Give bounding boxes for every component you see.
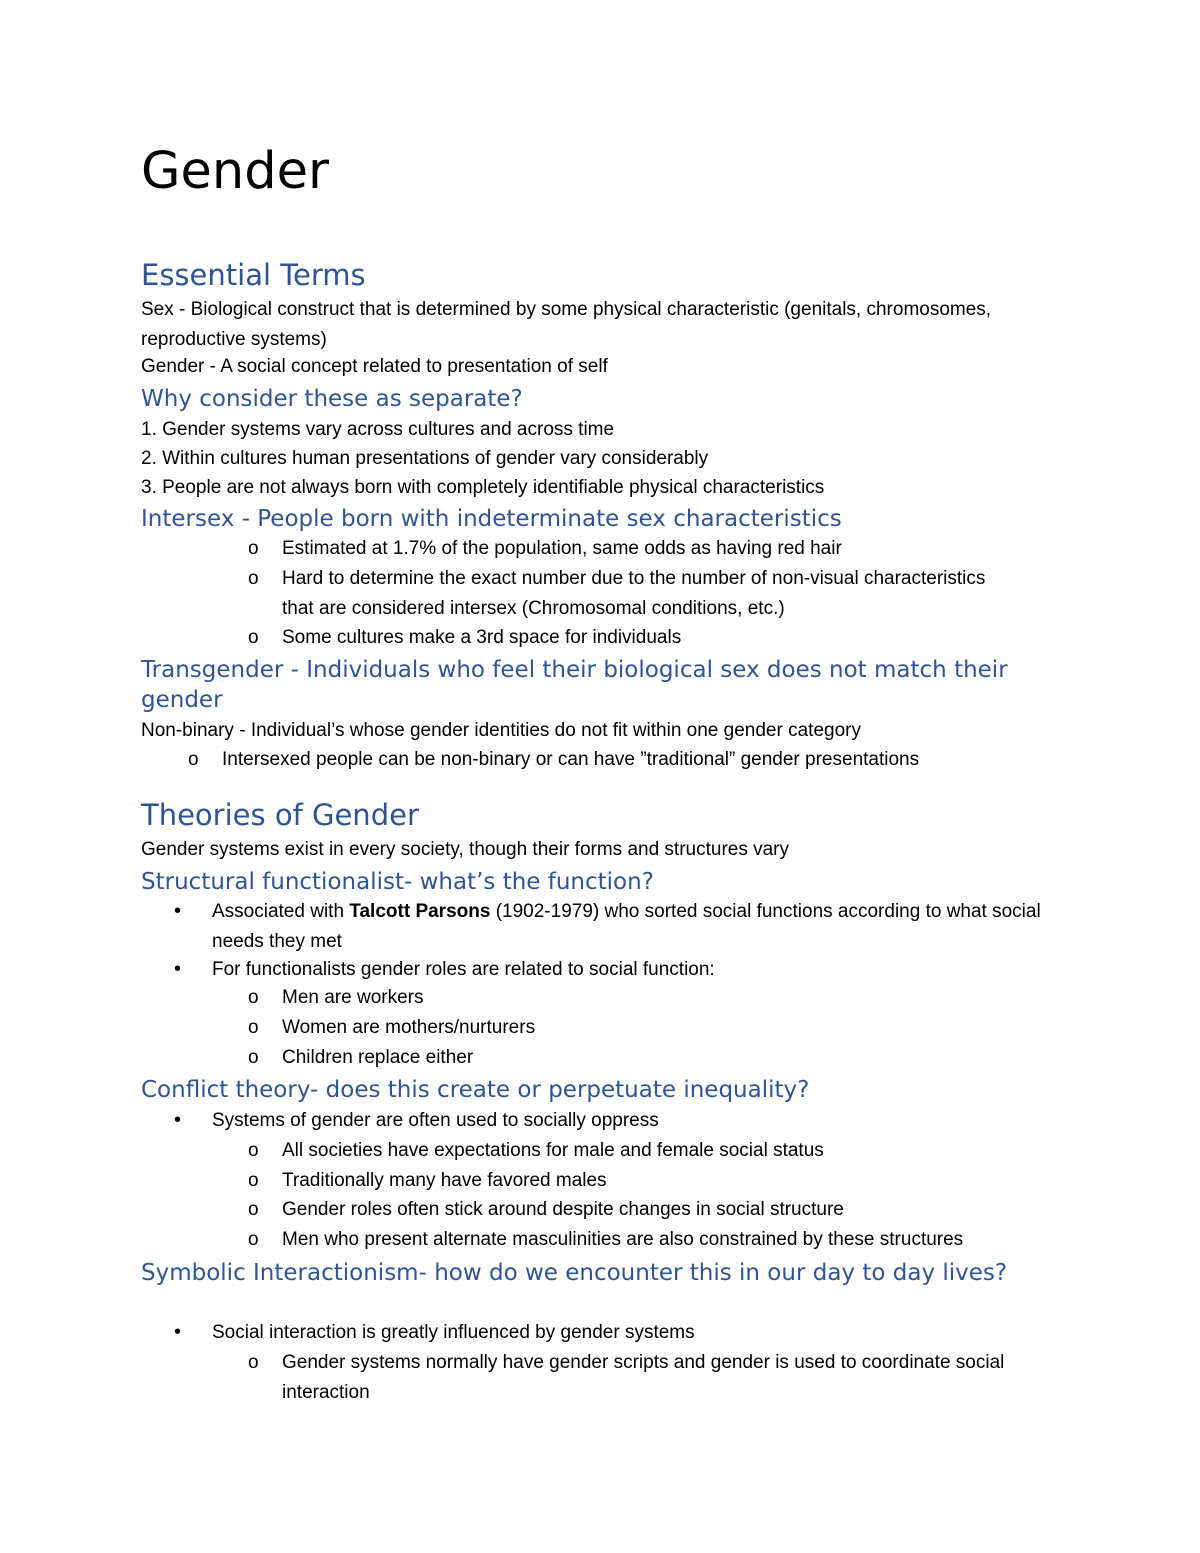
list-marker: o [248, 1229, 259, 1250]
list-marker: o [248, 1352, 259, 1373]
intersex-heading: Intersex - People born with indeterminate sex characteristics [141, 506, 842, 532]
why-separate-heading: Why consider these as separate? [141, 386, 523, 412]
theories-heading: Theories of Gender [141, 798, 419, 832]
transgender-item-1: Intersexed people can be non-binary or can have ”traditional” gender presentations [222, 749, 920, 770]
list-marker: o [248, 1047, 259, 1068]
conflict-heading: Conflict theory- does this create or perpetuate inequality? [141, 1077, 810, 1103]
symbolic-heading: Symbolic Interactionism- how do we encounter this in our day to day lives? [141, 1260, 1008, 1286]
list-marker: o [248, 1170, 259, 1191]
bullet-marker: • [174, 958, 182, 980]
structural-bullet-1-text: Associated with [212, 901, 350, 922]
structural-sub-3: Children replace either [282, 1047, 474, 1068]
bullet-marker: • [174, 1321, 182, 1343]
structural-bullet-1 [212, 897, 1042, 956]
list-marker: o [248, 568, 259, 589]
structural-sub-1: Men are workers [282, 987, 424, 1008]
structural-heading: Structural functionalist- what’s the function? [141, 869, 654, 895]
bullet-marker: • [174, 1109, 182, 1131]
list-marker: o [248, 1199, 259, 1220]
theories-intro: Gender systems exist in every society, though their forms and structures vary [141, 839, 790, 860]
list-marker: o [248, 627, 259, 648]
talcott-parsons: Talcott Parsons [349, 901, 491, 922]
symbolic-sub-1: Gender systems normally have gender scripts and gender is used to coordinate social interaction [282, 1352, 1005, 1403]
conflict-sub-4: Men who present alternate masculinities are also constrained by these structures [282, 1229, 964, 1250]
list-marker: o [248, 1140, 259, 1161]
symbolic-bullet-1: Social interaction is greatly influenced by gender systems [212, 1322, 695, 1343]
essential-terms-heading: Essential Terms [141, 258, 366, 292]
nonbinary-definition: Non-binary - Individual’s whose gender identities do not fit within one gender category [141, 720, 861, 741]
conflict-sub-3: Gender roles often stick around despite changes in social structure [282, 1199, 844, 1220]
intersex-item-2: Hard to determine the exact number due to the number of non-visual characteristics that are considered intersex (Chromosomal conditions, etc.) [282, 568, 986, 619]
intersex-item-3: Some cultures make a 3rd space for individuals [282, 627, 682, 648]
structural-bullet-2: For functionalists gender roles are related to social function: [212, 959, 715, 980]
transgender-heading: Transgender - Individuals who feel their biological sex does not match their gender [141, 657, 1008, 713]
page-title: Gender [141, 142, 329, 201]
gender-definition: Gender - A social concept related to presentation of self [141, 356, 608, 377]
structural-sub-2: Women are mothers/nurturers [282, 1017, 536, 1038]
list-marker: o [188, 749, 199, 770]
why-item-1: 1. Gender systems vary across cultures and across time [141, 419, 615, 440]
list-marker: o [248, 1017, 259, 1038]
why-item-2: 2. Within cultures human presentations of gender vary considerably [141, 448, 709, 469]
conflict-sub-1: All societies have expectations for male and female social status [282, 1140, 824, 1161]
why-item-3: 3. People are not always born with completely identifiable physical characteristics [141, 477, 825, 498]
bullet-marker: • [174, 900, 182, 922]
list-marker: o [248, 538, 259, 559]
intersex-item-1: Estimated at 1.7% of the population, same odds as having red hair [282, 538, 842, 559]
list-marker: o [248, 987, 259, 1008]
sex-definition: Sex - Biological construct that is determined by some physical characteristic (genitals, chromosomes, reproductive systems) [141, 299, 992, 350]
conflict-sub-2: Traditionally many have favored males [282, 1170, 607, 1191]
conflict-bullet-1: Systems of gender are often used to socially oppress [212, 1110, 659, 1131]
structural-bullet-1-rest: (1902-1979) who sorted social functions according to what social needs they met [212, 901, 1041, 952]
